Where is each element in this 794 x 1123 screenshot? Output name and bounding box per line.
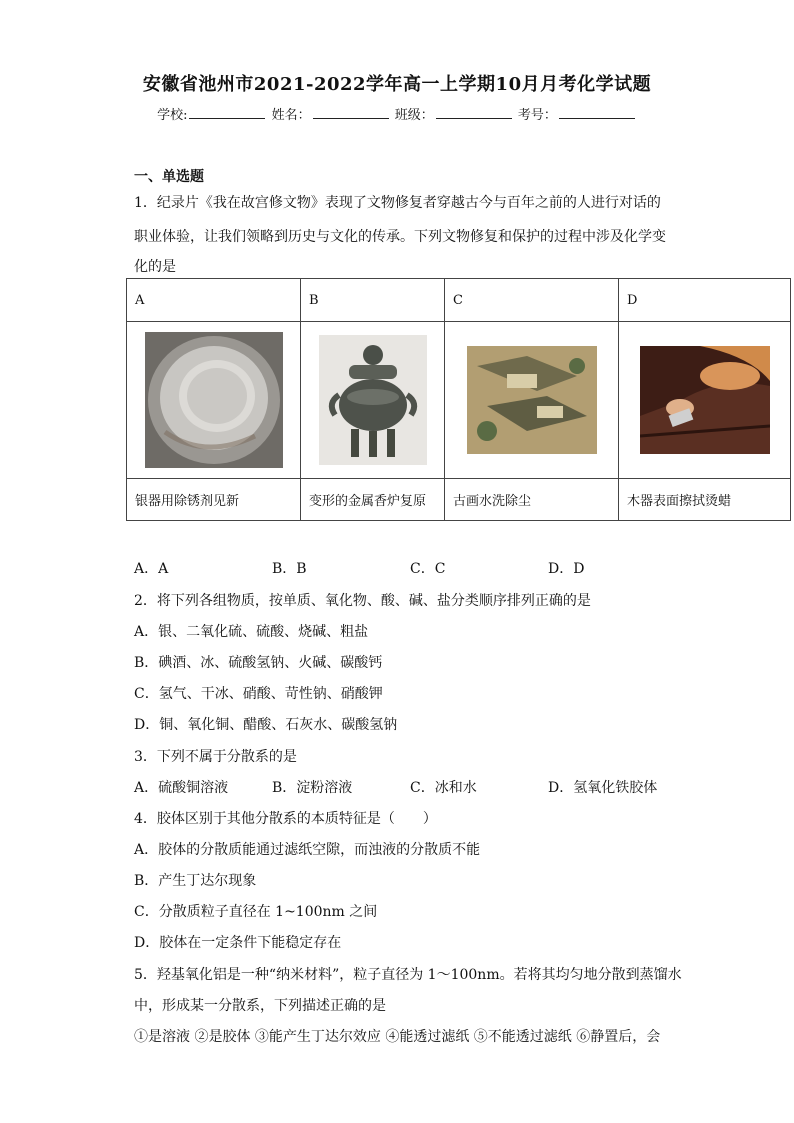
q1-stem-line-1: 1．纪录片《我在故宫修文物》表现了文物修复者穿越古今与百年之前的人进行对话的 xyxy=(134,195,661,211)
q1-header-c: C xyxy=(445,279,619,322)
q1-header-a: A xyxy=(127,279,301,322)
incense-burner-image xyxy=(319,335,427,465)
q3-option-b[interactable]: B．淀粉溶液 xyxy=(272,780,353,796)
q1-image-a-cell xyxy=(127,322,301,479)
q1-caption-d: 木器表面擦拭烫蜡 xyxy=(619,479,791,521)
q1-image-d-cell xyxy=(619,322,791,479)
q1-options xyxy=(134,558,686,578)
q1-option-a[interactable]: A．A xyxy=(134,561,169,577)
q4-option-d[interactable]: D．胶体在一定条件下能稳定存在 xyxy=(134,935,342,951)
q1-option-b[interactable]: B．B xyxy=(272,561,307,577)
q1-header-d: D xyxy=(619,279,791,322)
q3-option-c[interactable]: C．冰和水 xyxy=(410,780,477,796)
q1-caption-a: 银器用除锈剂见新 xyxy=(127,479,301,521)
q1-option-c[interactable]: C．C xyxy=(410,561,446,577)
school-blank xyxy=(189,106,265,119)
class-label: 班级： xyxy=(394,108,434,123)
exam-number-blank xyxy=(559,106,635,119)
q2-option-b[interactable]: B．碘酒、冰、硫酸氢钠、火碱、碳酸钙 xyxy=(134,655,383,671)
q2-option-a[interactable]: A．银、二氧化硫、硫酸、烧碱、粗盐 xyxy=(134,624,369,640)
q1-stem-line-3: 化的是 xyxy=(134,259,176,275)
section-title: 一、单选题 xyxy=(134,169,204,185)
q1-caption-c: 古画水洗除尘 xyxy=(445,479,619,521)
q1-table xyxy=(126,278,791,521)
q2-stem: 2．将下列各组物质，按单质、氧化物、酸、碱、盐分类顺序排列正确的是 xyxy=(134,593,591,609)
q4-option-b[interactable]: B．产生丁达尔现象 xyxy=(134,873,257,889)
q1-header-b: B xyxy=(301,279,445,322)
q3-option-a[interactable]: A．硫酸铜溶液 xyxy=(134,780,229,796)
silver-bowl-image xyxy=(145,332,283,468)
q2-option-d[interactable]: D．铜、氧化铜、醋酸、石灰水、碳酸氢钠 xyxy=(134,717,398,733)
name-label: 姓名： xyxy=(271,108,311,123)
q5-line-2: 中，形成某一分散系，下列描述正确的是 xyxy=(134,998,386,1014)
q1-option-d[interactable]: D．D xyxy=(548,561,585,577)
q4-option-c[interactable]: C．分散质粒子直径在 1~100nm 之间 xyxy=(134,904,378,920)
q1-stem-line-2: 职业体验，让我们领略到历史与文化的传承。下列文物修复和保护的过程中涉及化学变 xyxy=(134,229,666,245)
q4-stem: 4．胶体区别于其他分散系的本质特征是（ ） xyxy=(134,811,437,827)
q1-image-c-cell xyxy=(445,322,619,479)
q3-options xyxy=(134,777,686,797)
q4-option-a[interactable]: A．胶体的分散质能通过滤纸空隙，而浊液的分散质不能 xyxy=(134,842,481,858)
q5-line-1: 5．羟基氧化铝是一种“纳米材料”，粒子直径为 1～100nm。若将其均匀地分散到蒸馏水 xyxy=(134,967,682,983)
q5-line-3: ①是溶液 ②是胶体 ③能产生丁达尔效应 ④能透过滤纸 ⑤不能透过滤纸 ⑥静置后，会 xyxy=(134,1029,661,1045)
wood-waxing-image xyxy=(640,346,770,454)
q3-stem: 3．下列不属于分散系的是 xyxy=(134,749,297,765)
q1-caption-b: 变形的金属香炉复原 xyxy=(301,479,445,521)
school-label: 学校: xyxy=(157,108,188,123)
student-info-row xyxy=(0,104,794,123)
q2-option-c[interactable]: C．氢气、干冰、硝酸、苛性钠、硝酸钾 xyxy=(134,686,383,702)
page-title: 安徽省池州市2021-2022学年高一上学期10月月考化学试题 xyxy=(142,74,652,95)
name-blank xyxy=(313,106,389,119)
class-blank xyxy=(436,106,512,119)
exam-number-label: 考号： xyxy=(517,108,557,123)
q1-image-b-cell xyxy=(301,322,445,479)
q3-option-d[interactable]: D．氢氧化铁胶体 xyxy=(548,780,658,796)
ancient-painting-image xyxy=(467,346,597,454)
